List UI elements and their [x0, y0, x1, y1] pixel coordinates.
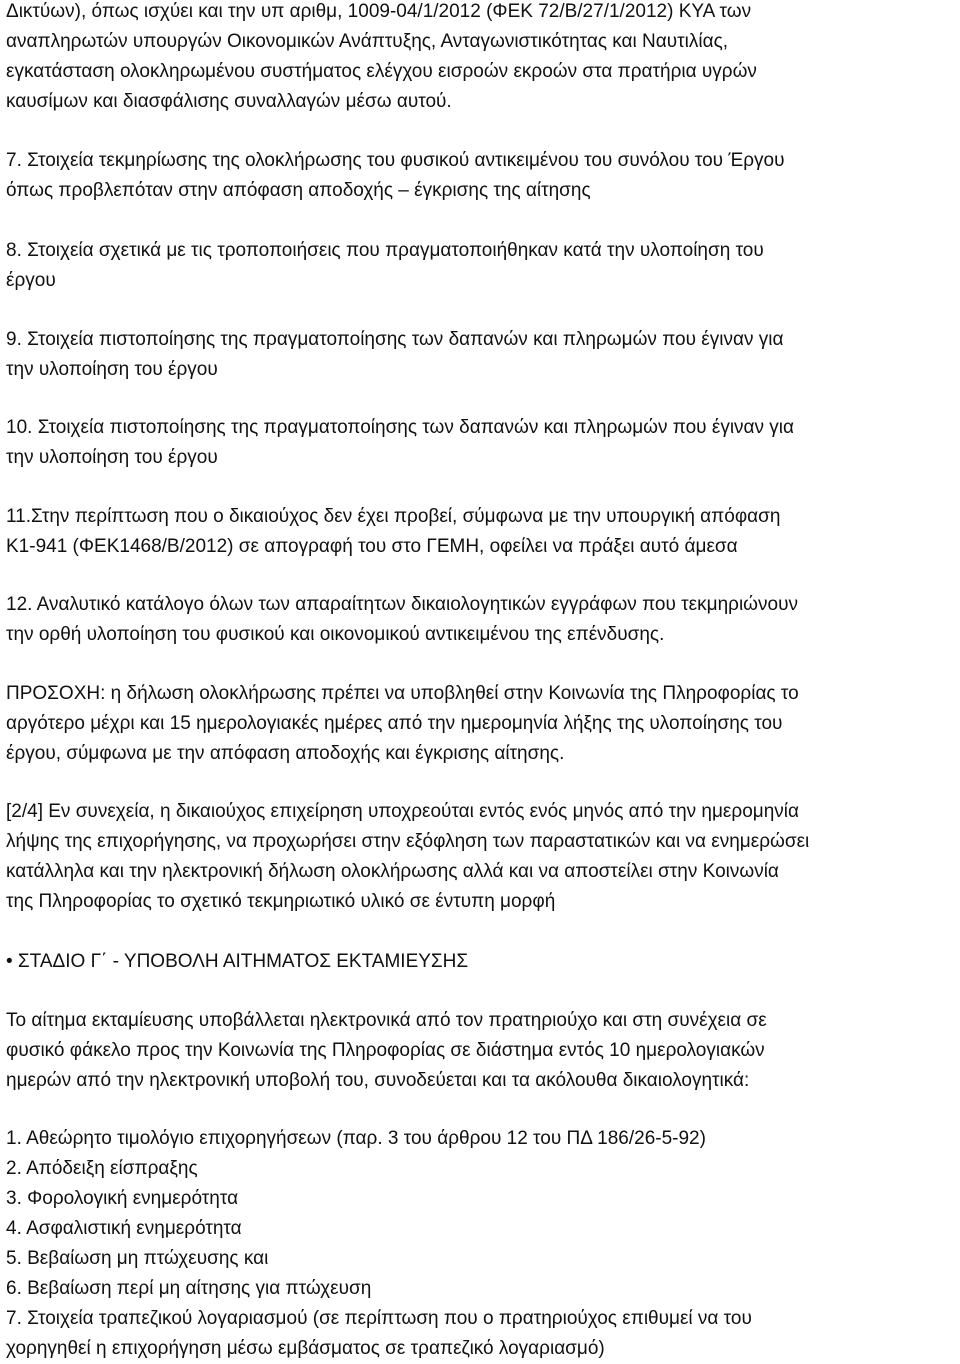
text-line: [2/4] Εν συνεχεία, η δικαιούχος επιχείρηση υποχρεούται εντός ενός μηνός από την ημερομηνία [6, 801, 799, 822]
list-item: 6. Βεβαίωση περί μη αίτησης για πτώχευση [6, 1278, 372, 1299]
item-10 [6, 413, 954, 473]
text-line: ΠΡΟΣΟΧΗ: η δήλωση ολοκλήρωσης πρέπει να υποβληθεί στην Κοινωνία της Πληροφορίας το [6, 683, 799, 704]
text-line: Το αίτημα εκταμίευσης υποβάλλεται ηλεκτρονικά από τον πρατηριούχο και στη συνέχεια σε [6, 1010, 767, 1031]
text-line: καυσίμων και διασφάλισης συναλλαγών μέσω αυτού. [6, 91, 452, 112]
item-8 [6, 236, 954, 296]
list-item: 3. Φορολογική ενημερότητα [6, 1188, 239, 1209]
text-line: έργου, σύμφωνα με την απόφαση αποδοχής και έγκρισης αίτησης. [6, 743, 565, 764]
text-line: την υλοποίηση του έργου [6, 447, 218, 468]
text-line: λήψης της επιχορήγησης, να προχωρήσει στην εξόφληση των παραστατικών και να ενημερώσει [6, 831, 810, 852]
list-item: 5. Βεβαίωση μη πτώχευσης και [6, 1248, 269, 1269]
text-line: Δικτύων), όπως ισχύει και την υπ αριθμ, 1009-04/1/2012 (ΦΕΚ 72/Β/27/1/2012) ΚΥΑ των [6, 1, 752, 22]
list-item: 2. Απόδειξη είσπραξης [6, 1158, 198, 1179]
text-line: την ορθή υλοποίηση του φυσικού και οικονομικού αντικειμένου της επένδυσης. [6, 624, 665, 645]
text-line: φυσικό φάκελο προς την Κοινωνία της Πληροφορίας σε διάστημα εντός 10 ημερολογιακών [6, 1040, 765, 1061]
text-line: ημερών από την ηλεκτρονική υποβολή του, συνοδεύεται και τα ακόλουθα δικαιολογητικά: [6, 1070, 750, 1091]
text-line: όπως προβλεπόταν στην απόφαση αποδοχής – έγκρισης της αίτησης [6, 180, 591, 201]
intro-paragraph [6, 0, 954, 117]
text-line: Κ1-941 (ΦΕΚ1468/Β/2012) σε απογραφή του στο ΓΕΜΗ, οφείλει να πράξει αυτό άμεσα [6, 536, 738, 557]
text-line: εγκατάσταση ολοκληρωμένου συστήματος ελέγχου εισροών εκροών στα πρατήρια υγρών [6, 61, 757, 82]
text-line: την υλοποίηση του έργου [6, 359, 218, 380]
text-line: 8. Στοιχεία σχετικά με τις τροποποιήσεις που πραγματοποιήθηκαν κατά την υλοποίηση του [6, 240, 764, 261]
text-line: 9. Στοιχεία πιστοποίησης της πραγματοποίησης των δαπανών και πληρωμών που έγιναν για [6, 329, 784, 350]
documents-list [6, 1124, 954, 1364]
text-line: 11.Στην περίπτωση που ο δικαιούχος δεν έχει προβεί, σύμφωνα με την υπουργική απόφαση [6, 506, 781, 527]
item-12 [6, 590, 954, 650]
list-item: χορηγηθεί η επιχορήγηση μέσω εμβάσματος σε τραπεζικό λογαριασμό) [6, 1338, 605, 1359]
step-paragraph [6, 797, 954, 917]
notice-paragraph [6, 679, 954, 769]
text-line: 7. Στοιχεία τεκμηρίωσης της ολοκλήρωσης του φυσικού αντικειμένου του συνόλου του Έργου [6, 150, 785, 171]
item-7 [6, 146, 954, 206]
text-line: κατάλληλα και την ηλεκτρονική δήλωση ολοκλήρωσης αλλά και να αποστείλει στην Κοινωνία [6, 861, 779, 882]
text-line: 10. Στοιχεία πιστοποίησης της πραγματοποίησης των δαπανών και πληρωμών που έγιναν για [6, 417, 795, 438]
text-line: 12. Αναλυτικό κατάλογο όλων των απαραίτητων δικαιολογητικών εγγράφων που τεκμηριώνουν [6, 594, 798, 615]
list-item: 7. Στοιχεία τραπεζικού λογαριασμού (σε περίπτωση που ο πρατηριούχος επιθυμεί να του [6, 1308, 752, 1329]
list-item: 4. Ασφαλιστική ενημερότητα [6, 1218, 242, 1239]
text-line: της Πληροφορίας το σχετικό τεκμηριωτικό υλικό σε έντυπη μορφή [6, 891, 556, 912]
item-11 [6, 502, 954, 562]
stage-heading: • ΣΤΑΔΙΟ Γ΄ - ΥΠΟΒΟΛΗ ΑΙΤΗΜΑΤΟΣ ΕΚΤΑΜΙΕΥΣΗΣ [6, 951, 469, 972]
text-line: αναπληρωτών υπουργών Οικονομικών Ανάπτυξης, Ανταγωνιστικότητας και Ναυτιλίας, [6, 31, 729, 52]
item-9 [6, 325, 954, 385]
text-line: έργου [6, 270, 56, 291]
stage-paragraph [6, 1006, 954, 1096]
list-item: 1. Αθεώρητο τιμολόγιο επιχορηγήσεων (παρ. 3 του άρθρου 12 του ΠΔ 186/26-5-92) [6, 1128, 706, 1149]
text-line: αργότερο μέχρι και 15 ημερολογιακές ημέρες από την ημερομηνία λήξης της υλοποίησης του [6, 713, 783, 734]
